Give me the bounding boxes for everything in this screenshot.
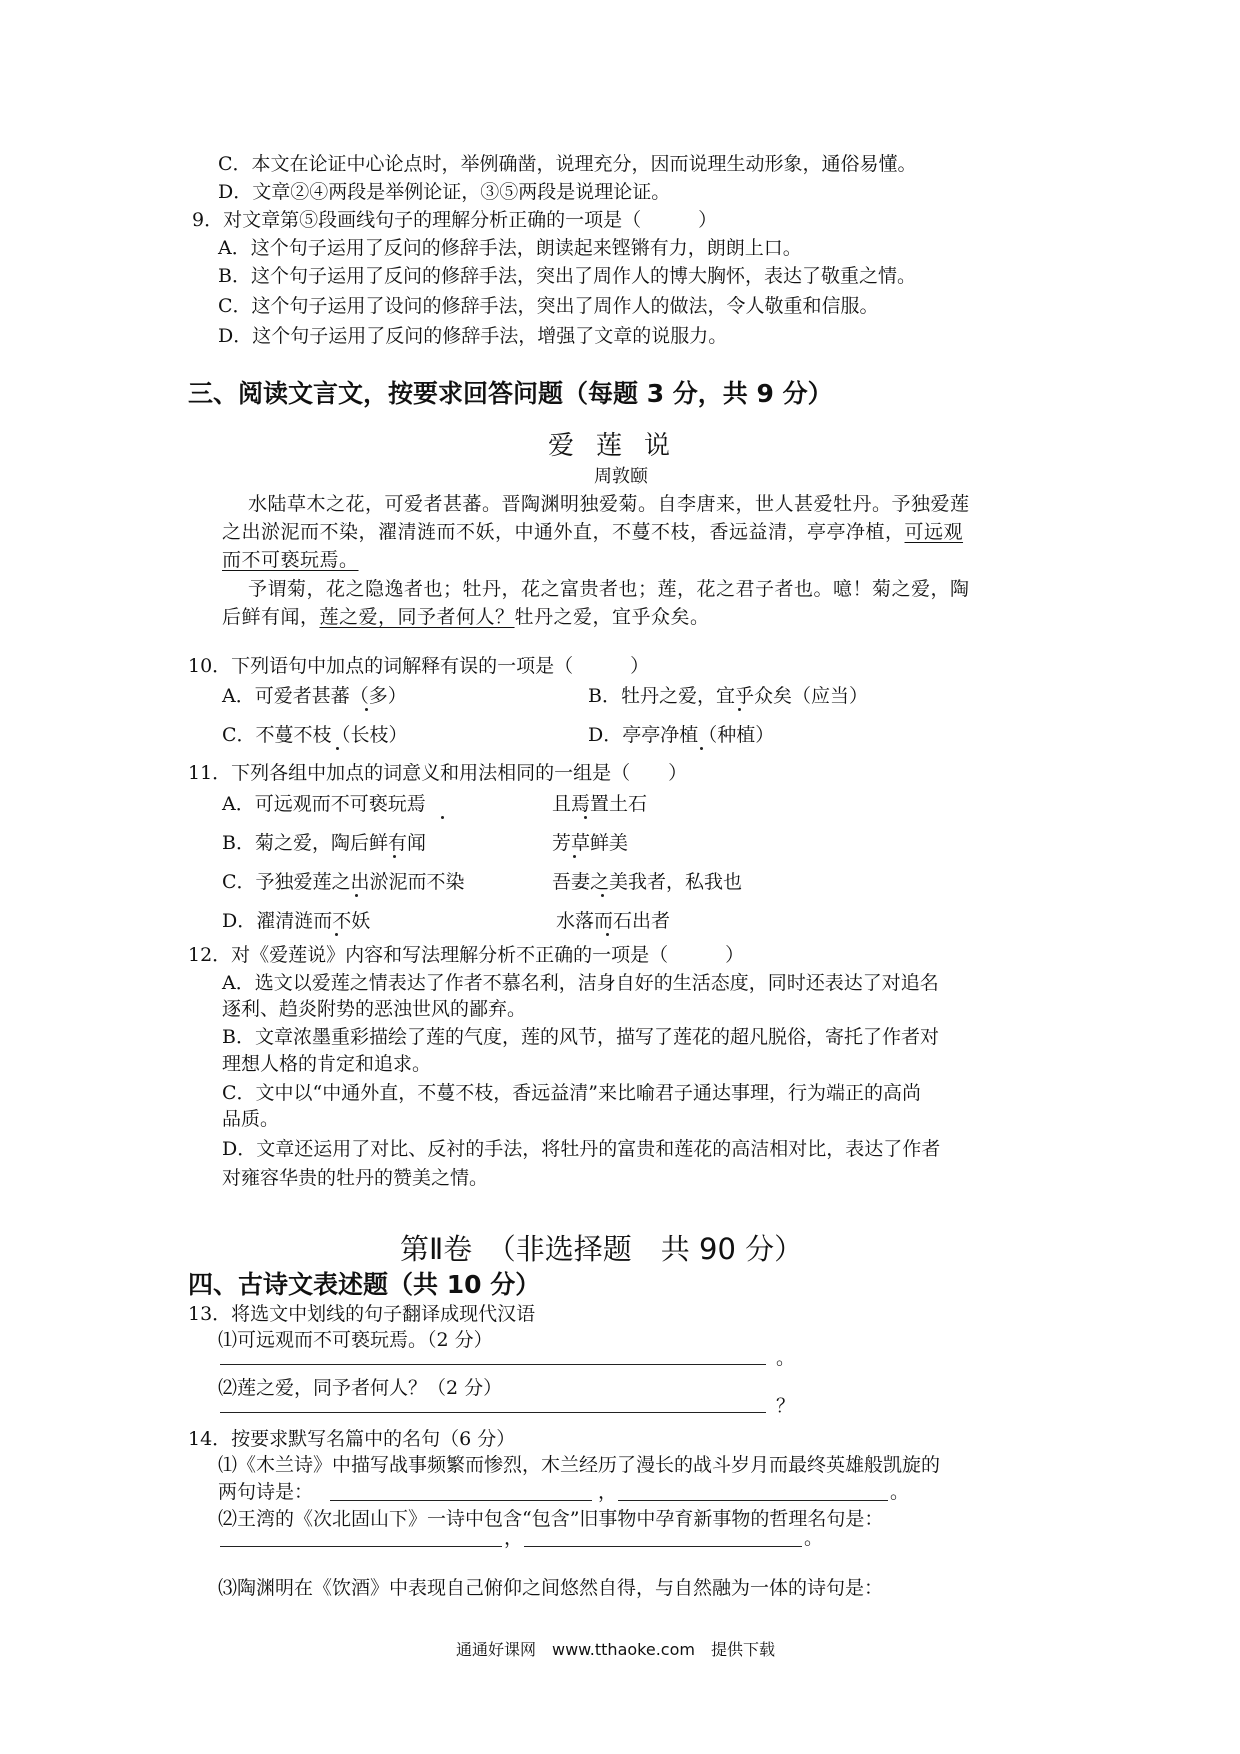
poem-author: 周敦颐 bbox=[594, 466, 648, 487]
q11-option-c-right: 吾妻之美我者，私我也 bbox=[552, 871, 743, 893]
q14-part1-line1: ⑴《木兰诗》中描写战事频繁而惨烈，木兰经历了漫长的战斗岁月而最终英雄般凯旋的 bbox=[218, 1454, 941, 1476]
q14-part3: ⑶陶渊明在《饮酒》中表现自己俯仰之间悠然自得，与自然融为一体的诗句是： bbox=[218, 1577, 884, 1599]
q14-period-2: 。 bbox=[804, 1527, 824, 1549]
q11-option-a-left: A．可远观而不可亵玩焉 bbox=[222, 793, 426, 815]
q12-option-a-line1: A．选文以爱莲之情表达了作者不慕名利，洁身自好的生活态度，同时还表达了对追名 bbox=[222, 972, 939, 994]
q11-option-d-right: 水落而石出者 bbox=[556, 910, 671, 932]
passage-p1-line2 bbox=[222, 520, 963, 544]
q9-stem: 9．对文章第⑤段画线句子的理解分析正确的一项是（ ） bbox=[192, 209, 718, 231]
q14-answer-line-1[interactable] bbox=[330, 1500, 592, 1501]
q11-option-b-right: 芳草鲜美 bbox=[552, 832, 629, 854]
q12-option-d-line2: 对雍容华贵的牡丹的赞美之情。 bbox=[222, 1167, 489, 1189]
emphasis-dot bbox=[335, 933, 338, 936]
section3-heading: 三、阅读文言文，按要求回答问题（每题 3 分，共 9 分） bbox=[188, 379, 833, 408]
q8-option-d: D．文章②④两段是举例论证，③⑤两段是说理论证。 bbox=[218, 181, 671, 203]
emphasis-dot bbox=[355, 894, 358, 897]
q13-stem: 13．将选文中划线的句子翻译成现代汉语 bbox=[188, 1303, 536, 1325]
emphasis-dot bbox=[441, 816, 444, 819]
q11-option-d-left: D．濯清涟而不妖 bbox=[222, 910, 371, 932]
q9-option-c: C．这个句子运用了设问的修辞手法，突出了周作人的做法，令人敬重和信服。 bbox=[218, 295, 879, 317]
q13-answer-line-1[interactable] bbox=[220, 1364, 766, 1365]
q14-answer-line-2[interactable] bbox=[618, 1500, 888, 1501]
underlined-sentence-1b: 而不可亵玩焉。 bbox=[222, 549, 359, 571]
q12-option-a-line2: 逐利、趋炎附势的恶浊世风的鄙弃。 bbox=[222, 998, 527, 1020]
q12-option-c-line1: C．文中以“中通外直，不蔓不枝，香远益清”来比喻君子通达事理，行为端正的高尚 bbox=[222, 1082, 921, 1104]
passage-p1-line1: 水陆草木之花，可爱者甚蕃。晋陶渊明独爱菊。自李唐来，世人甚爱牡丹。予独爱莲 bbox=[248, 493, 970, 515]
q10-option-a: A．可爱者甚蕃（多） bbox=[222, 685, 407, 707]
footer-text: 通通好课网 www.tthaoke.com 提供下载 bbox=[456, 1640, 775, 1659]
q10-option-c: C．不蔓不枝（长枝） bbox=[222, 724, 408, 746]
emphasis-dot bbox=[393, 855, 396, 858]
q10-stem: 10．下列语句中加点的词解释有误的一项是（ ） bbox=[188, 655, 650, 677]
underlined-sentence-1a: 可远观 bbox=[904, 521, 964, 543]
emphasis-dot bbox=[573, 855, 576, 858]
q12-option-b-line1: B．文章浓墨重彩描绘了莲的气度，莲的风节，描写了莲花的超凡脱俗，寄托了作者对 bbox=[222, 1026, 939, 1048]
part2-title: 第Ⅱ卷 （非选择题 共 90 分） bbox=[400, 1232, 804, 1266]
emphasis-dot bbox=[336, 747, 339, 750]
q9-option-d: D．这个句子运用了反问的修辞手法，增强了文章的说服力。 bbox=[218, 325, 728, 347]
q12-option-b-line2: 理想人格的肯定和追求。 bbox=[222, 1053, 432, 1075]
q10-option-d: D．亭亭净植（种植） bbox=[588, 724, 775, 746]
passage-p2-line1: 予谓菊，花之隐逸者也；牡丹，花之富贵者也；莲，花之君子者也。噫！菊之爱，陶 bbox=[248, 578, 970, 600]
emphasis-dot bbox=[584, 816, 587, 819]
section4-heading: 四、古诗文表述题（共 10 分） bbox=[188, 1270, 541, 1299]
q12-option-d-line1: D．文章还运用了对比、反衬的手法，将牡丹的富贵和莲花的高洁相对比，表达了作者 bbox=[222, 1138, 941, 1160]
passage-p2-line2-text: 后鲜有闻， bbox=[222, 606, 320, 628]
q11-option-c-left: C．予独爱莲之出淤泥而不染 bbox=[222, 871, 465, 893]
q14-stem: 14．按要求默写名篇中的名句（6 分） bbox=[188, 1428, 516, 1450]
q9-option-b: B．这个句子运用了反问的修辞手法，突出了周作人的博大胸怀，表达了敬重之情。 bbox=[218, 265, 916, 287]
emphasis-dot bbox=[606, 933, 609, 936]
q14-comma-1: ， bbox=[598, 1481, 618, 1503]
poem-title: 爱莲说 bbox=[548, 431, 693, 461]
q10-option-b: B．牡丹之爱，宜乎众矣（应当） bbox=[588, 685, 868, 707]
q13-answer-line-2[interactable] bbox=[220, 1412, 766, 1413]
emphasis-dot bbox=[738, 708, 741, 711]
q11-option-a-right: 且焉置土石 bbox=[552, 793, 648, 815]
q14-answer-line-3[interactable] bbox=[220, 1546, 502, 1547]
q14-answer-line-4[interactable] bbox=[524, 1546, 802, 1547]
q11-option-b-left: B．菊之爱，陶后鲜有闻 bbox=[222, 832, 426, 854]
q11-stem: 11．下列各组中加点的词意义和用法相同的一组是（ ） bbox=[188, 762, 688, 784]
q12-stem: 12．对《爱莲说》内容和写法理解分析不正确的一项是（ ） bbox=[188, 944, 745, 966]
passage-p2-line2-tail: 牡丹之爱，宜乎众矣。 bbox=[514, 606, 710, 628]
emphasis-dot bbox=[365, 708, 368, 711]
passage-p1-line2-text: 之出淤泥而不染，濯清涟而不妖，中通外直，不蔓不枝，香远益清，亭亭净植， bbox=[222, 521, 905, 543]
q8-option-c: C．本文在论证中心论点时，举例确凿，说理充分，因而说理生动形象，通俗易懂。 bbox=[218, 153, 917, 175]
emphasis-dot bbox=[700, 747, 703, 750]
q14-period-1: 。 bbox=[890, 1481, 910, 1503]
emphasis-dot bbox=[601, 894, 604, 897]
q12-option-c-line2: 品质。 bbox=[222, 1108, 280, 1130]
q13-part2: ⑵莲之爱，同予者何人？（2 分） bbox=[218, 1377, 503, 1399]
underlined-sentence-2: 莲之爱，同予者何人？ bbox=[319, 606, 515, 628]
q14-part2: ⑵王湾的《次北固山下》一诗中包含“包含”旧事物中孕育新事物的哲理名句是： bbox=[218, 1508, 884, 1530]
q14-part1-line2: 两句诗是： bbox=[218, 1481, 314, 1503]
q14-comma-2: ， bbox=[504, 1527, 524, 1549]
q13-part1-end: 。 bbox=[776, 1347, 796, 1369]
q13-part1: ⑴可远观而不可亵玩焉。（2 分） bbox=[218, 1329, 493, 1351]
q9-option-a: A．这个句子运用了反问的修辞手法，朗读起来铿锵有力，朗朗上口。 bbox=[218, 237, 802, 259]
q13-part2-end: ？ bbox=[776, 1395, 796, 1417]
passage-p2-line2 bbox=[222, 605, 710, 629]
